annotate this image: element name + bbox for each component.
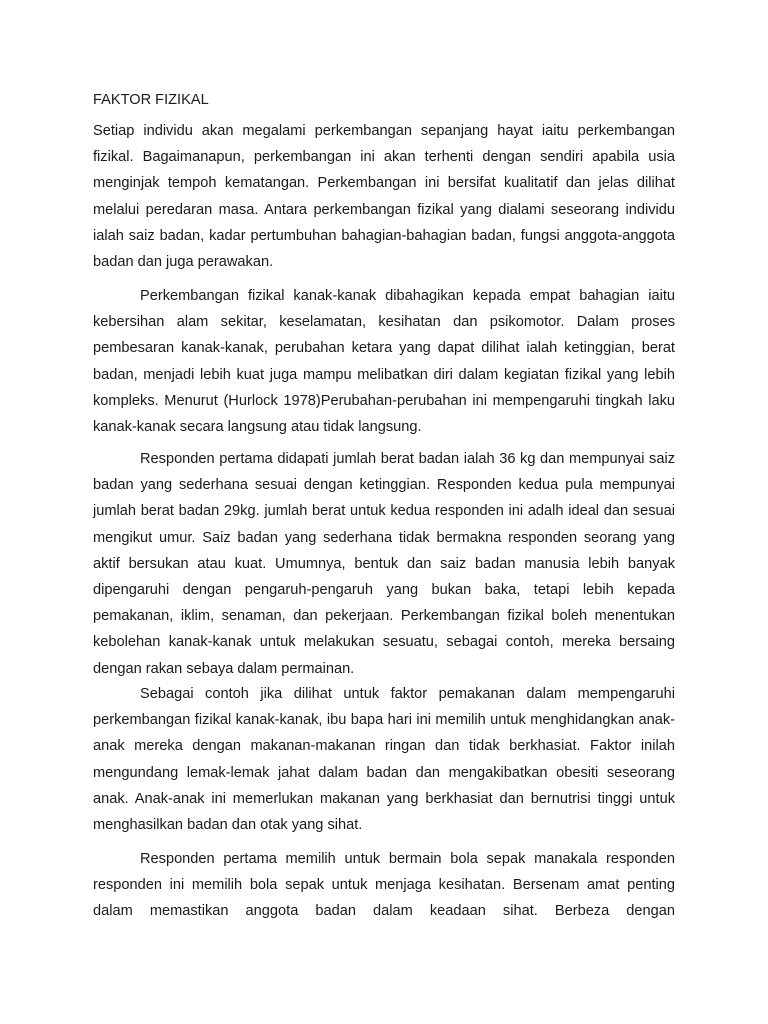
- paragraph-nutrition-factor: Sebagai contoh jika dilihat untuk faktor pemakanan dalam mempengaruhi perkembangan fizikal kanak-kanak, ibu bapa hari ini memilih untuk menghidangkan anak-anak mereka dengan makanan-makanan ringan dan tidak berkhasiat. Faktor inilah mengundang lemak-lemak jahat dalam badan dan mengakibatkan obesiti seseorang anak. Anak-anak ini memerlukan makanan yang berkhasiat dan bernutrisi tinggi untuk menghasilkan badan dan otak yang sihat.: [93, 686, 675, 834]
- paragraph-respondents-weight: Responden pertama didapati jumlah berat badan ialah 36 kg dan mempunyai saiz badan yang sederhana sesuai dengan ketinggian. Responden kedua pula mempunyai jumlah berat badan 29kg. jumlah berat untuk kedua responden ini adalh ideal dan sesuai mengikut umur. Saiz badan yang sederhana tidak bermakna responden seorang yang aktif bersukan atau kuat. Umumnya, bentuk dan saiz badan manusia lebih banyak dipengaruhi dengan pengaruh-pengaruh yang bukan baka, tetapi lebih kepada pemakanan, iklim, senaman, dan pekerjaan. Perkembangan fizikal boleh menentukan kebolehan kanak-kanak untuk melakukan sesuatu, sebagai contoh, mereka bersaing dengan rakan sebaya dalam permainan.: [93, 451, 675, 677]
- paragraph-development-areas: Perkembangan fizikal kanak-kanak dibahagikan kepada empat bahagian iaitu kebersihan alam sekitar, keselamatan, kesihatan dan psikomotor. Dalam proses pembesaran kanak-kanak, perubahan ketara yang dapat dilihat ialah ketinggian, berat badan, menjadi lebih kuat juga mampu melibatkan diri dalam kegiatan fizikal yang lebih kompleks. Menurut (Hurlock 1978)Perubahan-perubahan ini mempengaruhi tingkah laku kanak-kanak secara langsung atau tidak langsung.: [93, 288, 675, 436]
- paragraph-exercise: Responden pertama memilih untuk bermain bola sepak manakala responden responden ini memilih bola sepak untuk menjaga kesihatan. Bersenam amat penting dalam memastikan anggota badan dalam keadaan sihat. Berbeza dengan: [93, 851, 675, 920]
- paragraph-intro: Setiap individu akan megalami perkembangan sepanjang hayat iaitu perkembangan fizikal. Bagaimanapun, perkembangan ini akan terhenti dengan sendiri apabila usia menginjak tempoh kematangan. Perkembangan ini bersifat kualitatif dan jelas dilihat melalui peredaran masa. Antara perkembangan fizikal yang dialami seseorang individu ialah saiz badan, kadar pertumbuhan bahagian-bahagian badan, fungsi anggota-anggota badan dan juga perawakan.: [93, 123, 675, 271]
- document-title: FAKTOR FIZIKAL: [93, 92, 209, 108]
